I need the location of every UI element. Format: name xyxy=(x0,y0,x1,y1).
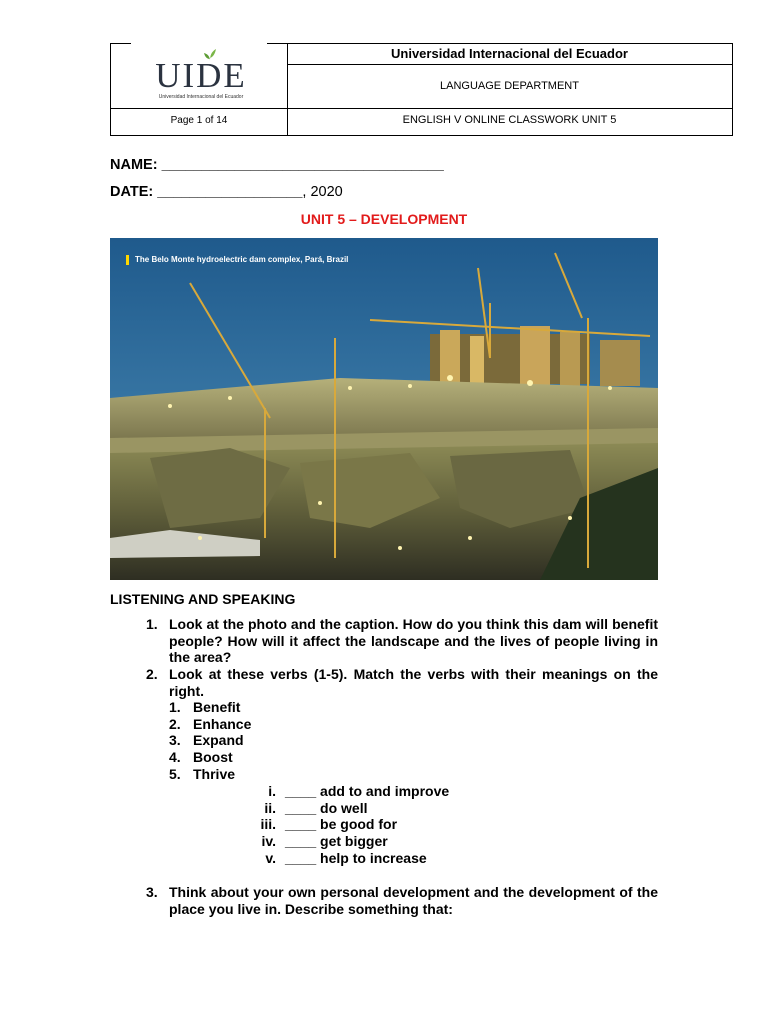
answer-blank[interactable]: ____ xyxy=(285,816,317,833)
dam-illustration xyxy=(110,238,658,580)
university-name: Universidad Internacional del Ecuador xyxy=(391,46,628,61)
name-label: NAME: xyxy=(110,157,162,173)
question-number: 2. xyxy=(146,666,158,682)
name-line[interactable]: ___________________________________ xyxy=(161,157,444,173)
question-2 xyxy=(146,666,658,699)
date-label: DATE: xyxy=(110,184,158,200)
course-title: ENGLISH V ONLINE CLASSWORK UNIT 5 xyxy=(402,114,617,126)
answer-blank[interactable]: ____ xyxy=(285,783,317,799)
section-title: LISTENING AND SPEAKING xyxy=(110,591,296,607)
page-number: Page 1 of 14 xyxy=(170,115,228,126)
unit-title: UNIT 5 – DEVELOPMENT xyxy=(300,211,468,227)
photo-caption: The Belo Monte hydroelectric dam complex, Pará, Brazil xyxy=(126,255,348,265)
answer-blank[interactable]: ____ xyxy=(285,799,317,816)
list-item: 2. Enhance xyxy=(169,715,252,732)
list-item: 4. Boost xyxy=(169,749,233,766)
date-line[interactable]: __________________ xyxy=(157,184,303,200)
uide-logo xyxy=(141,48,261,104)
list-item: i. ____ add to and improve xyxy=(268,783,450,799)
question-number: 3. xyxy=(146,884,158,900)
list-item: 3. Expand xyxy=(169,732,244,749)
list-item: 1. Benefit xyxy=(169,699,241,715)
verb-list xyxy=(169,699,251,783)
list-item: ii. ____ do well xyxy=(264,799,368,816)
department-name: LANGUAGE DEPARTMENT xyxy=(440,80,579,92)
dam-photo xyxy=(110,238,658,580)
answer-blank[interactable]: ____ xyxy=(285,833,317,850)
date-suffix: , 2020 xyxy=(302,184,343,200)
question-text: Think about your own personal development and the development of the place you live in. Describe something that: xyxy=(169,884,658,917)
question-text: Look at these verbs (1-5). Match the verbs with their meanings on the right. xyxy=(169,666,658,699)
logo-text: UIDE xyxy=(155,56,247,95)
header-table xyxy=(110,43,733,136)
logo-subtext: Universidad Internacional del Ecuador xyxy=(158,94,244,100)
question-text: Look at the photo and the caption. How do you think this dam will benefit people? How will it affect the landscape and the lives of people living in the area? xyxy=(169,616,658,666)
name-field xyxy=(110,157,444,173)
list-item: v. ____ help to increase xyxy=(265,849,427,866)
question-1 xyxy=(146,616,658,666)
list-item: 5. Thrive xyxy=(169,765,236,782)
question-3 xyxy=(146,884,658,917)
date-field xyxy=(110,184,343,200)
question-number: 1. xyxy=(146,616,158,632)
list-item: iii. ____ be good for xyxy=(260,816,398,833)
list-item: iv. ____ get bigger xyxy=(261,833,388,850)
answer-blank[interactable]: ____ xyxy=(285,849,317,866)
meaning-list xyxy=(230,783,449,867)
